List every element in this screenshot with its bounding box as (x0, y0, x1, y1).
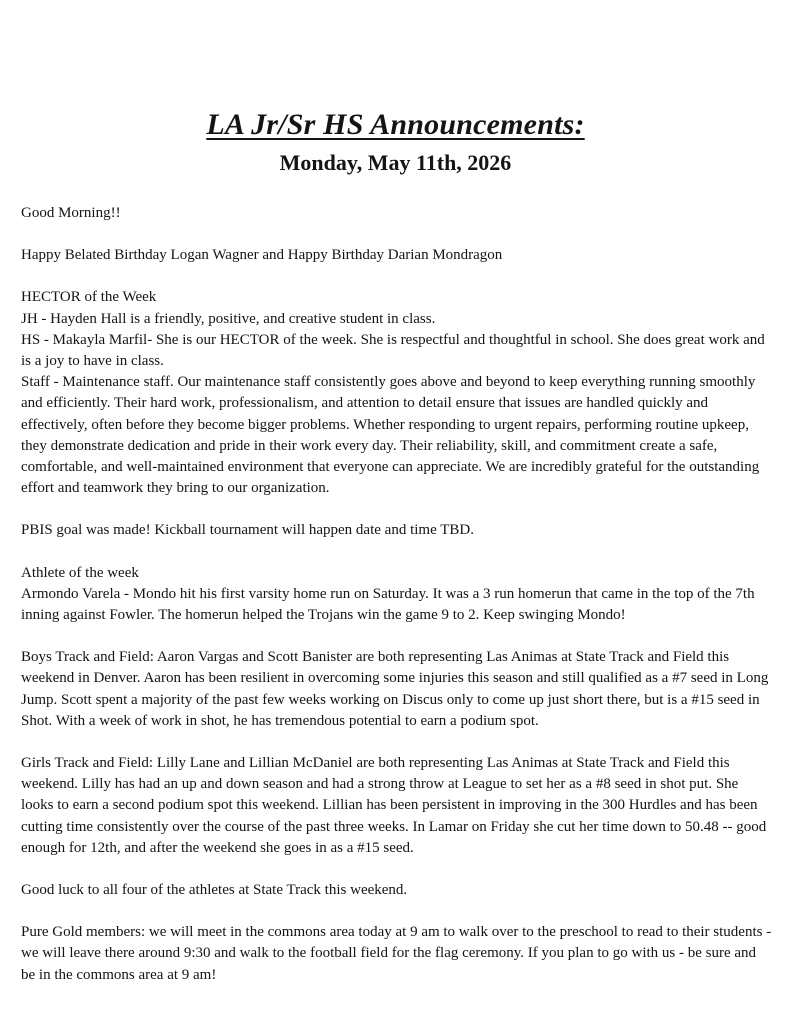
page-date: Monday, May 11th, 2026 (279, 150, 512, 175)
greeting: Good Morning!! (21, 205, 121, 221)
hector-hs: HS - Makayla Marfil- She is our HECTOR of the week. She is respectful and thoughtful in school. She does great work and is a joy to have in class. (21, 331, 765, 370)
girls-track-announcement: Girls Track and Field: Lilly Lane and Lillian McDaniel are both representing Las Animas at State Track and Field this weekend. Lilly has had an up and down season and had a strong throw at League to set her as a #8 seed in shot put. She looks to earn a second podium spot this weekend. Lillian has been persistent in improving in the 300 Hurdles and has been cutting time consistently over the course of the past three weeks. In Lamar on Friday she cut her time down to 50.48 -- good enough for 12th, and after the weekend she goes in as a #15 seed. (21, 755, 767, 856)
hector-jh: JH - Hayden Hall is a friendly, positive, and creative student in class. (21, 310, 436, 327)
boys-track-announcement: Boys Track and Field: Aaron Vargas and Scott Banister are both representing Las Animas at State Track and Field this weekend in Denver. Aaron has been resilient in overcoming some injuries this season and still qualified as a #7 seed in Long Jump. Scott spent a majority of the past few weeks working on Discus only to come up just short there, but is a #15 seed in Shot. With a week of work in shot, he has tremendous potential to earn a podium spot. (21, 649, 769, 729)
pure-gold-announcement: Pure Gold members: we will meet in the commons area today at 9 am to walk over to the preschool to read to their students - we will leave there around 9:30 and walk to the football field for the flag ceremony. If you plan to go with us - be sure and be in the commons area at 9 am! (21, 924, 772, 983)
hector-heading: HECTOR of the Week (21, 289, 157, 306)
good-luck-announcement: Good luck to all four of the athletes at State Track this weekend. (21, 882, 408, 899)
page-title: LA Jr/Sr HS Announcements: (206, 108, 585, 141)
athlete-heading: Athlete of the week (21, 564, 139, 581)
pbis-announcement: PBIS goal was made! Kickball tournament will happen date and time TBD. (21, 522, 474, 539)
hector-staff: Staff - Maintenance staff. Our maintenance staff consistently goes above and beyond to keep everything running smoothly and efficiently. Their hard work, professionalism, and attention to detail ensure that issues are handled quickly and effectively, often before they become bigger problems. Whether responding to urgent repairs, performing routine upkeep, they demonstrate dedication and pride in their work every day. Their reliability, skill, and commitment create a safe, comfortable, and well-maintained environment that everyone can appreciate. We are incredibly grateful for the outstanding effort and teamwork they bring to our organization. (21, 374, 760, 497)
birthday-announcement: Happy Belated Birthday Logan Wagner and Happy Birthday Darian Mondragon (21, 247, 503, 264)
athlete-text: Armondo Varela - Mondo hit his first varsity home run on Saturday. It was a 3 run homerun that came in the top of the 7th inning against Fowler. The homerun helped the Trojans win the game 9 to 2. Keep swinging Mondo! (21, 585, 755, 624)
announcement-body (21, 203, 773, 1007)
